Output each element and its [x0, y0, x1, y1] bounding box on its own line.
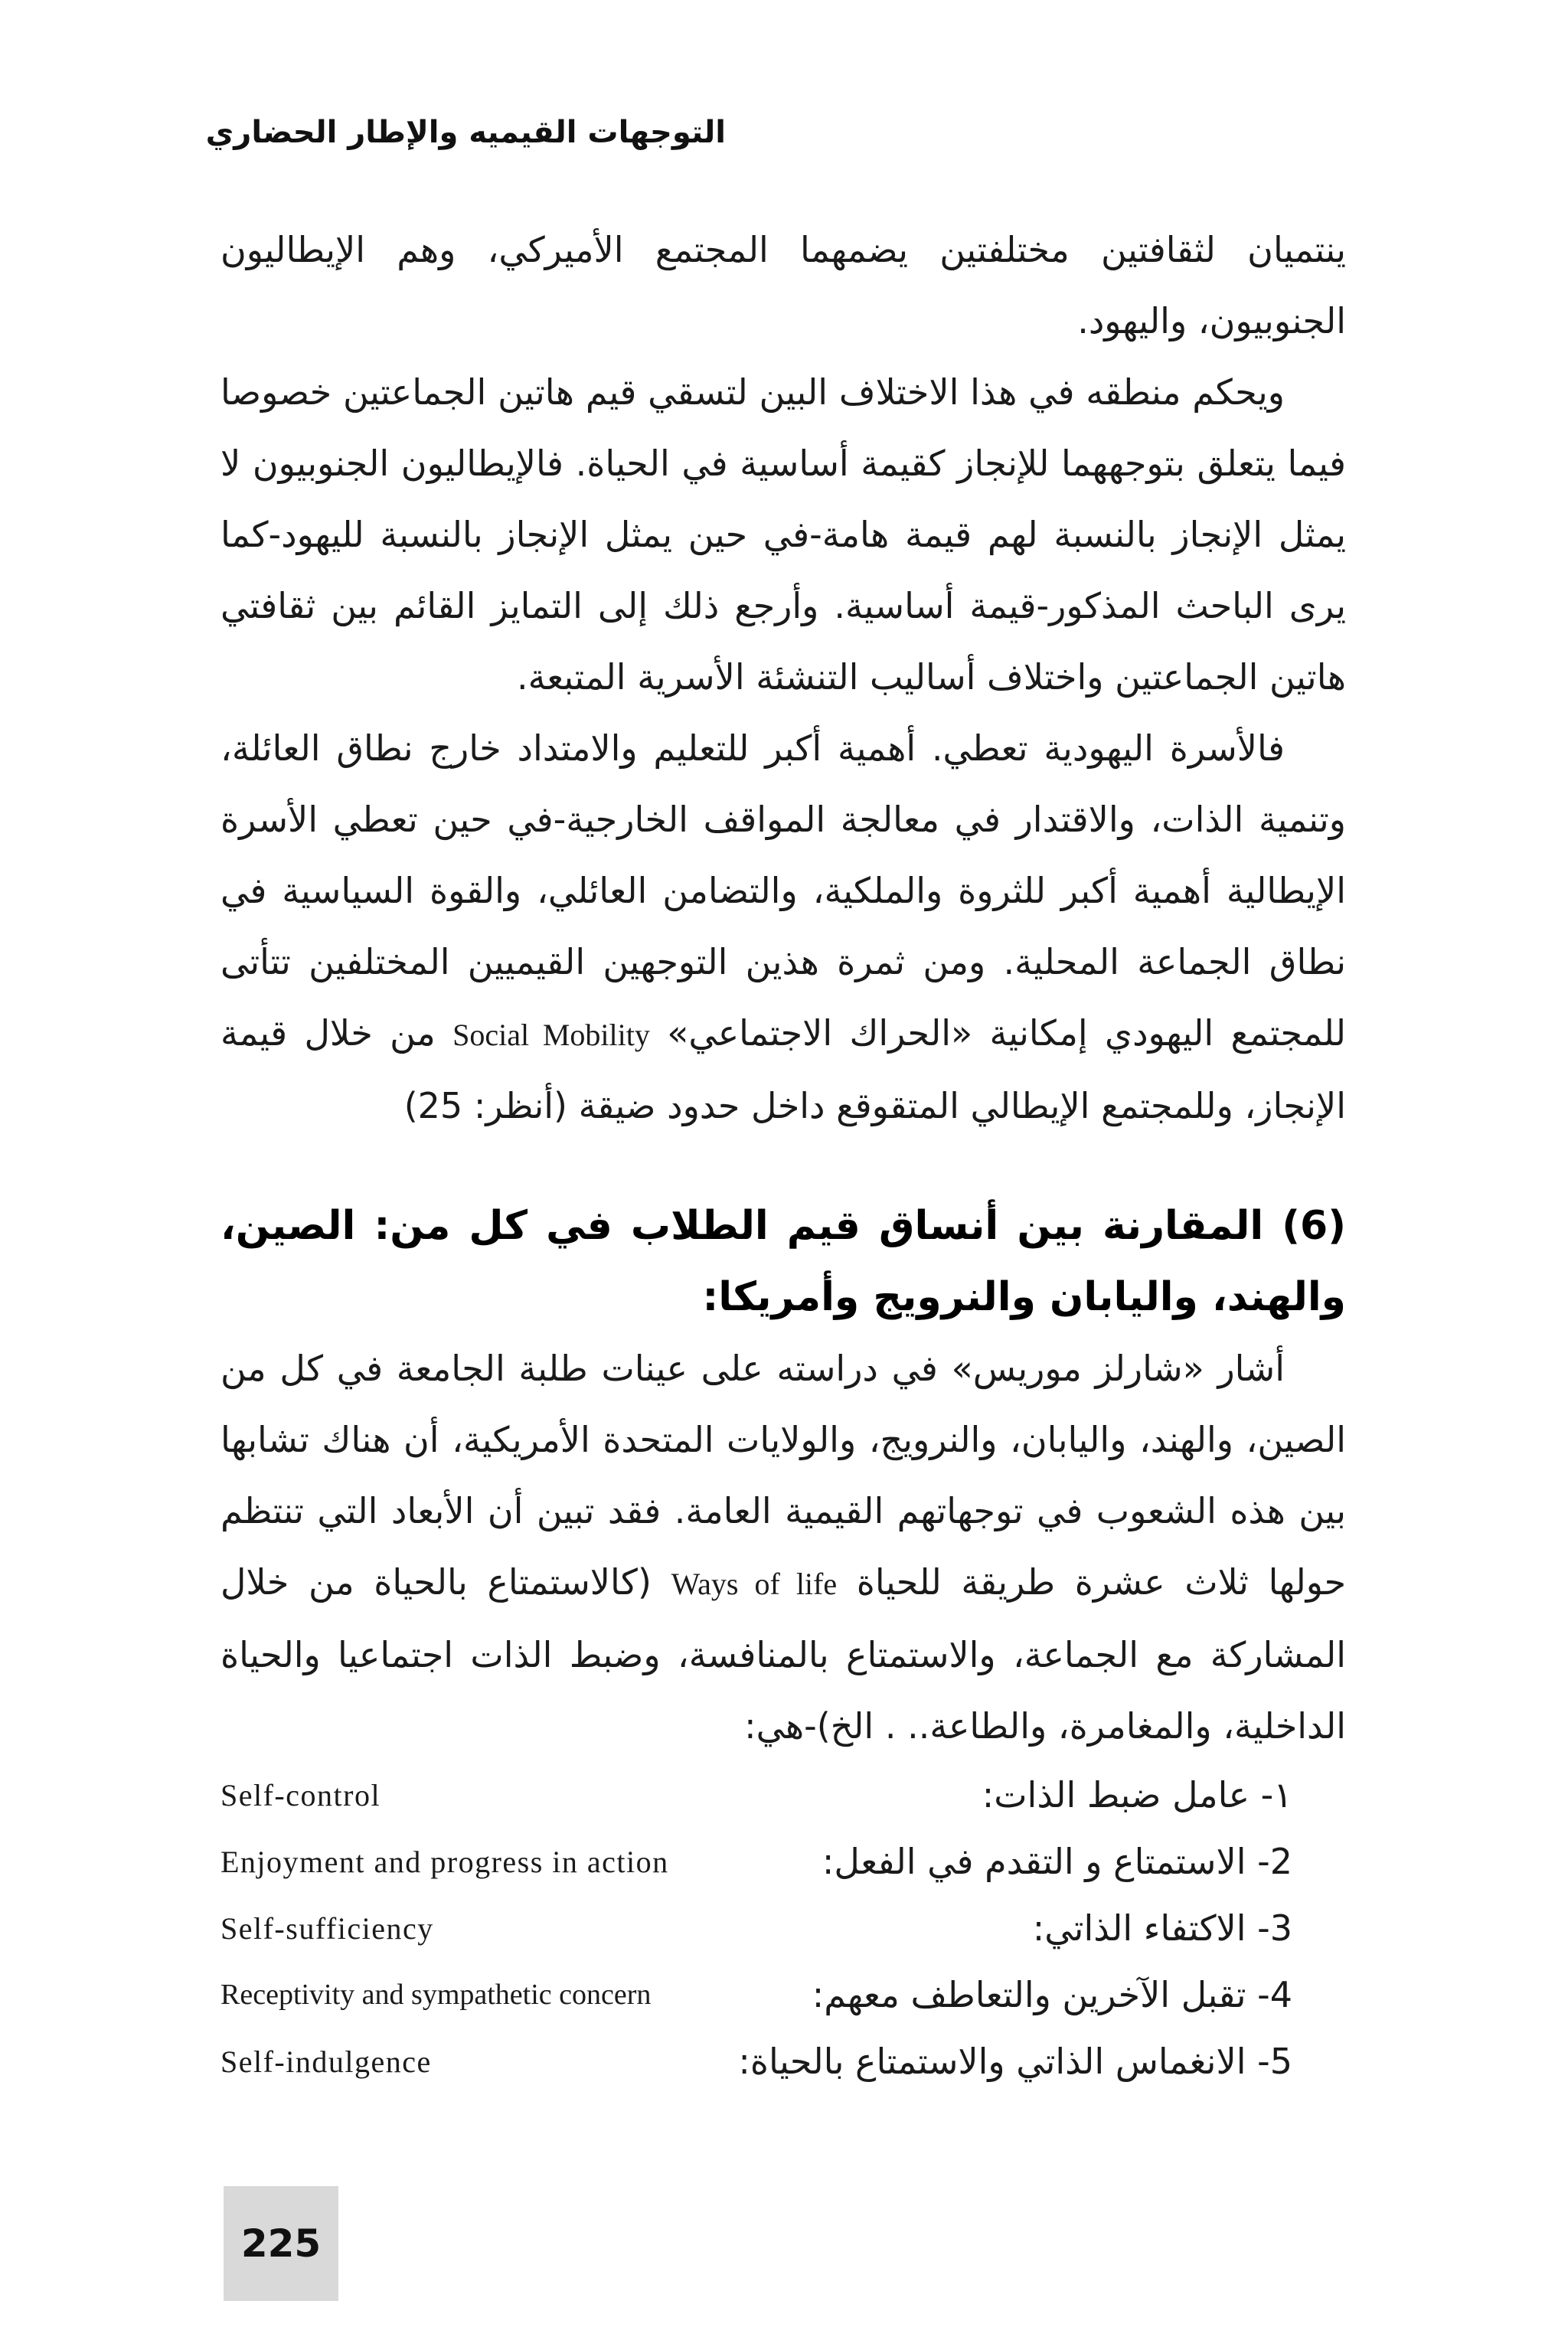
list-item-english: Self-indulgence [220, 2044, 432, 2079]
term-social-mobility: Social Mobility [452, 1018, 650, 1052]
page-number-box [224, 2186, 338, 2301]
list-item-english: Receptivity and sympathetic concern [220, 1979, 652, 2011]
list-item [220, 1962, 1346, 2028]
list-item-arabic: 5- الانغماس الذاتي والاستمتاع بالحياة: [738, 2041, 1292, 2082]
paragraph-2: ويحكم منطقه في هذا الاختلاف البين لتسقي قيم هاتين الجماعتين خصوصا فيما يتعلق بتوجههما للإنجاز كقيمة أساسية في الحياة. فالإيطاليون الجنوبيون لا يمثل الإنجاز بالنسبة لهم قيمة هامة-في حين يمثل الإنجاز بالنسبة لليهود-كما يرى الباحث المذكور-قيمة أساسية. وأرجع ذلك إلى التمايز القائم بين ثقافتي هاتين الجماعتين واختلاف أساليب التنشئة الأسرية المتبعة. [220, 371, 1346, 698]
value-dimensions-list [220, 1762, 1346, 2095]
list-item [220, 2028, 1346, 2095]
paragraph-3-text-a: فالأسرة اليهودية تعطي. أهمية أكبر للتعليم والامتداد خارج نطاق العائلة، وتنمية الذات، والاقتدار في معالجة المواقف الخارجية-في حين تعطي الأسرة الإيطالية أهمية أكبر للثروة والملكية، والتضامن العائلي، والقوة السياسية في نطاق الجماعة المحلية. ومن ثمرة هذين التوجهين القيميين المختلفين تتأتى للمجتمع اليهودي إمكانية «الحراك الاجتماعي» [220, 727, 1347, 1054]
paragraph-1: ينتميان لثقافتين مختلفتين يضمهما المجتمع الأميركي، وهم الإيطاليون الجنوبيون، واليهود. [220, 229, 1346, 342]
list-item-english: Enjoyment and progress in action [220, 1845, 669, 1879]
list-item-arabic: 4- تقبل الآخرين والتعاطف معهم: [812, 1974, 1292, 2015]
paragraph-4-text-b: (كالاستمتاع بالحياة من خلال المشاركة مع الجماعة، والاستمتاع بالمنافسة، وضبط الذات اجتماعيا والحياة الداخلية، والمغامرة، والطاعة.. . الخ)-هي: [220, 1561, 1346, 1747]
list-item-arabic: ١- عامل ضبط الذات: [982, 1774, 1292, 1816]
list-item-arabic: 3- الاكتفاء الذاتي: [1032, 1907, 1292, 1949]
paragraph-3-text-b: من خلال قيمة الإنجاز، وللمجتمع الإيطالي المتقوقع داخل حدود ضيقة (أنظر: 25) [220, 1012, 1346, 1126]
paragraph-3 [220, 713, 1346, 1142]
body-text [220, 214, 1346, 2095]
list-item [220, 1762, 1346, 1829]
term-ways-of-life: Ways of life [671, 1567, 838, 1601]
list-item [220, 1895, 1346, 1962]
list-item-english: Self-sufficiency [220, 1911, 434, 1946]
list-item [220, 1829, 1346, 1895]
list-item-arabic: 2- الاستمتاع و التقدم في الفعل: [822, 1841, 1292, 1882]
section-heading: (6) المقارنة بين أنساق قيم الطلاب في كل من: الصين، والهند، واليابان والنرويج وأمريكا: [220, 1203, 1346, 1320]
paragraph-4-text-a: أشار «شارلز موريس» في دراسته على عينات طلبة الجامعة في كل من الصين، والهند، واليابان، والنرويج، والولايات المتحدة الأمريكية، أن هناك تشابها بين هذه الشعوب في توجهاتهم القيمية العامة. فقد تبين أن الأبعاد التي تنتظم حولها ثلاث عشرة طريقة للحياة [220, 1348, 1347, 1603]
running-head-title: التوجهات القيميه والإطار الحضاري [205, 115, 726, 150]
list-item-english: Self-control [220, 1778, 381, 1812]
page-number: 225 [240, 2221, 322, 2266]
paragraph-4 [220, 1333, 1346, 1762]
